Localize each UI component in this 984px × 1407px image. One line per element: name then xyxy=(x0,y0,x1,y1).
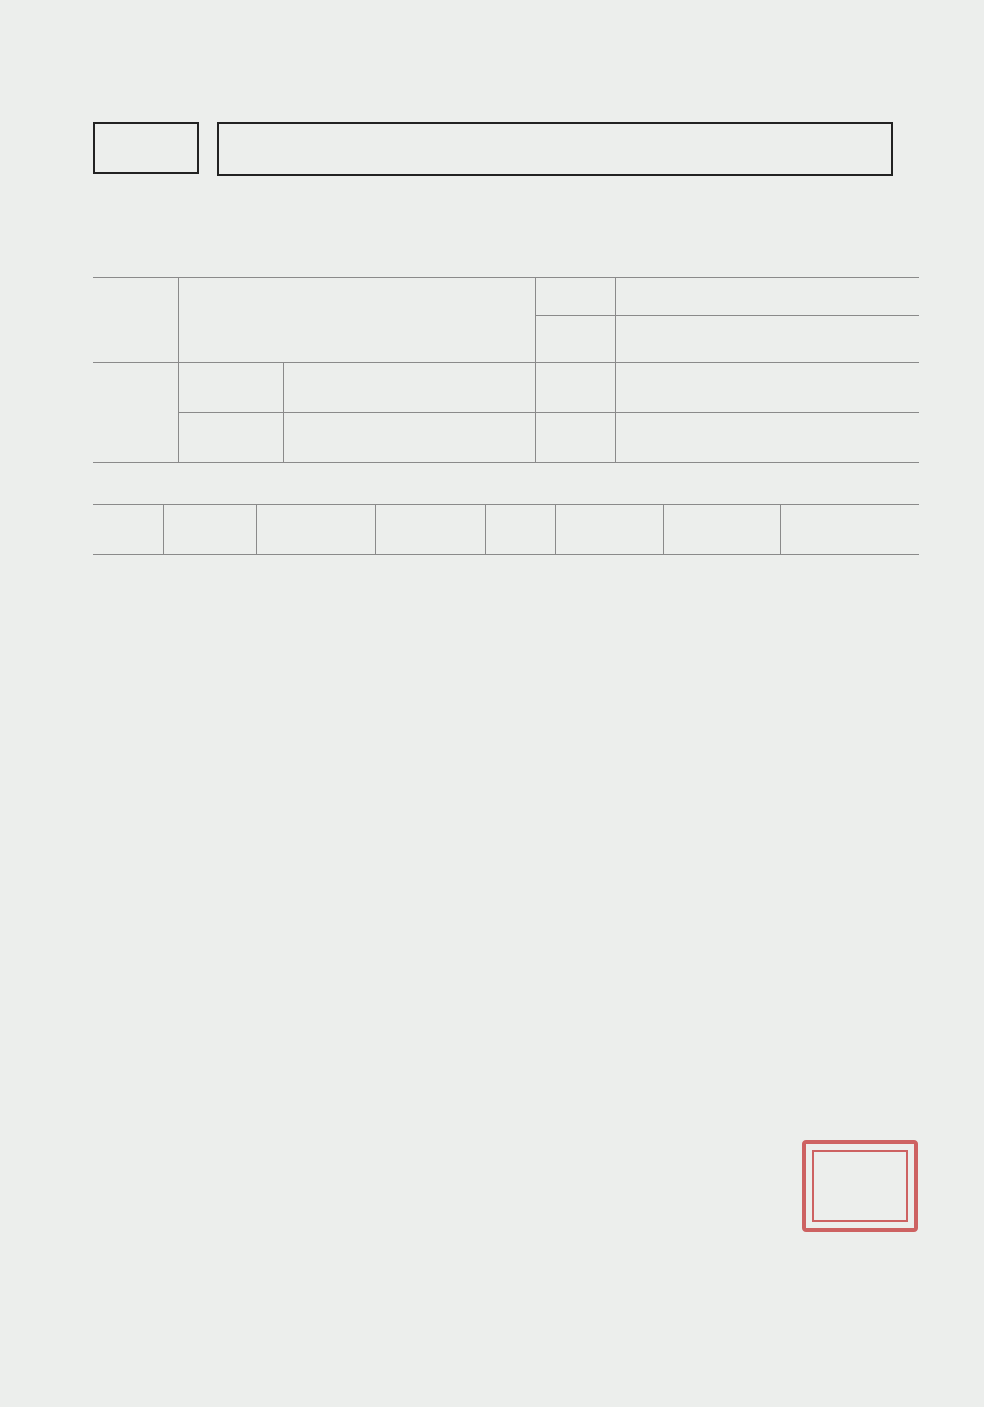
header-days xyxy=(256,505,375,555)
manager-label xyxy=(93,363,178,463)
status-title xyxy=(93,463,919,505)
event-value xyxy=(615,278,919,316)
header-no-right xyxy=(485,505,555,555)
contact-label xyxy=(178,413,283,463)
header-no xyxy=(93,505,163,555)
header-days-right xyxy=(663,505,780,555)
name-value xyxy=(283,363,535,413)
name-label xyxy=(178,363,283,413)
allowed-days-label xyxy=(535,316,615,363)
event-label xyxy=(535,278,615,316)
header-check xyxy=(375,505,485,555)
status-table xyxy=(93,462,919,555)
year-cell xyxy=(615,413,919,463)
division-label xyxy=(535,363,615,413)
division-value xyxy=(615,363,919,413)
allowed-days-value xyxy=(615,316,919,363)
header-name-right xyxy=(555,505,663,555)
header-name xyxy=(163,505,256,555)
year-label xyxy=(535,413,615,463)
school-label xyxy=(93,278,178,363)
school-value xyxy=(178,278,535,363)
school-info-table xyxy=(93,277,919,463)
official-seal xyxy=(802,1140,918,1232)
contact-value xyxy=(283,413,535,463)
header-title xyxy=(217,122,893,176)
header-check-right xyxy=(780,505,919,555)
attachment-tag xyxy=(93,122,199,174)
